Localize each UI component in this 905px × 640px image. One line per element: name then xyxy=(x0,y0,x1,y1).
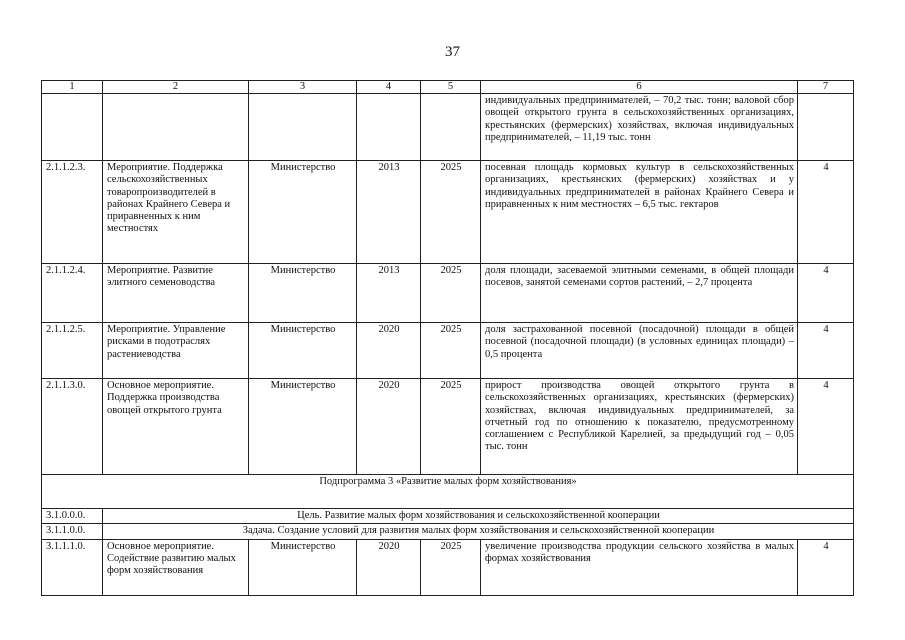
table-row xyxy=(42,264,854,323)
result-cell: посевная площадь кормовых культур в сельскохозяйственных организациях, крестьянских (фермерских) хозяйствах и у индивидуальных предпринимателей в районах Крайнего Севера и приравненных к ним местностях – 6,5 тыс. гектаров xyxy=(481,161,798,264)
end-year-cell: 2025 xyxy=(421,379,481,475)
program-table xyxy=(41,80,854,596)
table-row xyxy=(42,94,854,161)
executor-cell: Министерство xyxy=(249,323,357,379)
end-year-cell: 2025 xyxy=(421,323,481,379)
executor-cell: Министерство xyxy=(249,379,357,475)
code-cell: 3.1.1.1.0. xyxy=(42,539,103,595)
result-cell: индивидуальных предпринимателей, – 70,2 тыс. тонн; валовой сбор овощей открытого грунта в сельскохозяйственных организациях, крестьянских (фермерских) хозяйствах, включая индивидуальных предпринимателей, – 11,19 тыс. тонн xyxy=(481,94,798,161)
start-year-cell: 2020 xyxy=(357,539,421,595)
name-cell: Мероприятие. Поддержка сельскохозяйственных товаропроизводителей в районах Крайнего Севера и приравненных к ним местностях xyxy=(103,161,249,264)
code-cell: 3.1.1.0.0. xyxy=(42,524,103,539)
executor-cell: Министерство xyxy=(249,264,357,323)
executor-cell xyxy=(249,94,357,161)
header-cell: 2 xyxy=(103,81,249,94)
start-year-cell: 2013 xyxy=(357,264,421,323)
header-row xyxy=(42,81,854,94)
end-year-cell xyxy=(421,94,481,161)
table-row xyxy=(42,161,854,264)
indicator-cell xyxy=(798,94,854,161)
header-cell: 1 xyxy=(42,81,103,94)
code-cell xyxy=(42,94,103,161)
start-year-cell xyxy=(357,94,421,161)
code-cell: 2.1.1.2.5. xyxy=(42,323,103,379)
table-row xyxy=(42,539,854,595)
result-cell: доля застрахованной посевной (посадочной) площади в общей посевной (посадочной площади) (в условных единицах площади) – 0,5 процента xyxy=(481,323,798,379)
name-cell: Основное мероприятие. Поддержка производства овощей открытого грунта xyxy=(103,379,249,475)
goal-row xyxy=(42,509,854,524)
name-cell: Мероприятие. Развитие элитного семеноводства xyxy=(103,264,249,323)
code-cell: 2.1.1.3.0. xyxy=(42,379,103,475)
subprogram-row xyxy=(42,475,854,509)
indicator-cell: 4 xyxy=(798,264,854,323)
indicator-cell: 4 xyxy=(798,379,854,475)
header-cell: 3 xyxy=(249,81,357,94)
start-year-cell: 2013 xyxy=(357,161,421,264)
name-cell: Мероприятие. Управление рисками в подотраслях растениеводства xyxy=(103,323,249,379)
subprogram-title: Подпрограмма 3 «Развитие малых форм хозяйствования» xyxy=(42,475,854,509)
result-cell: прирост производства овощей открытого грунта в сельскохозяйственных организациях, крестьянских (фермерских) хозяйствах, включая индивидуальных предпринимателей, за отчетный год по отношению к показателю, предусмотренному соглашением с Республикой Карелией, за предыдущий год – 0,05 тыс. тонн xyxy=(481,379,798,475)
start-year-cell: 2020 xyxy=(357,379,421,475)
goal-text: Цель. Развитие малых форм хозяйствования и сельскохозяйственной кооперации xyxy=(103,509,854,524)
code-cell: 2.1.1.2.4. xyxy=(42,264,103,323)
executor-cell: Министерство xyxy=(249,161,357,264)
result-cell: доля площади, засеваемой элитными семенами, в общей площади посевов, занятой семенами сортов растений, – 2,7 процента xyxy=(481,264,798,323)
code-cell: 2.1.1.2.3. xyxy=(42,161,103,264)
end-year-cell: 2025 xyxy=(421,161,481,264)
code-cell: 3.1.0.0.0. xyxy=(42,509,103,524)
page-number: 37 xyxy=(445,44,460,60)
task-row xyxy=(42,524,854,539)
executor-cell: Министерство xyxy=(249,539,357,595)
indicator-cell: 4 xyxy=(798,323,854,379)
header-cell: 4 xyxy=(357,81,421,94)
header-cell: 7 xyxy=(798,81,854,94)
task-text: Задача. Создание условий для развития малых форм хозяйствования и сельскохозяйственной кооперации xyxy=(103,524,854,539)
indicator-cell: 4 xyxy=(798,161,854,264)
header-cell: 6 xyxy=(481,81,798,94)
name-cell: Основное мероприятие. Содействие развитию малых форм хозяйствования xyxy=(103,539,249,595)
result-cell: увеличение производства продукции сельского хозяйства в малых формах хозяйствования xyxy=(481,539,798,595)
header-cell: 5 xyxy=(421,81,481,94)
indicator-cell: 4 xyxy=(798,539,854,595)
name-cell xyxy=(103,94,249,161)
start-year-cell: 2020 xyxy=(357,323,421,379)
end-year-cell: 2025 xyxy=(421,264,481,323)
end-year-cell: 2025 xyxy=(421,539,481,595)
table-row xyxy=(42,323,854,379)
table-row xyxy=(42,379,854,475)
